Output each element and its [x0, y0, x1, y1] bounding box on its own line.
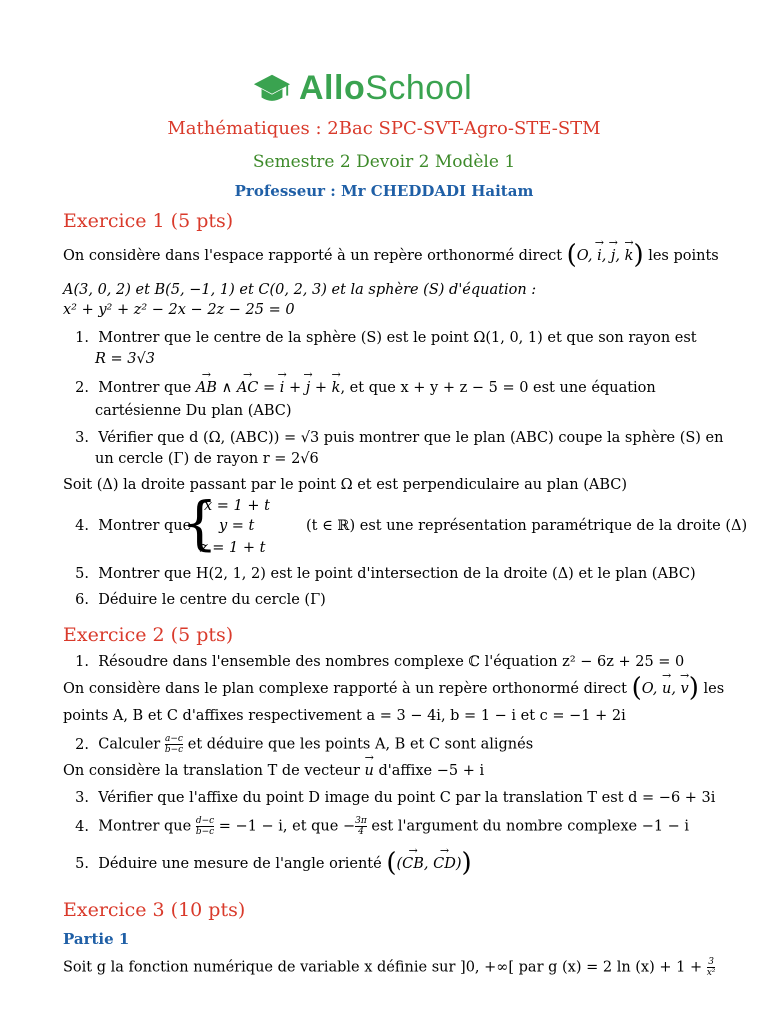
ex1-line-definition: Soit (Δ) la droite passant par le point Ω et est perpendiculaire au plan (ABC): [63, 477, 627, 493]
graduation-cap-icon: [253, 70, 291, 106]
teacher-name: Professeur : Mr CHEDDADI Haitam: [234, 182, 534, 200]
ex1-question-2-cont: cartésienne Du plan (ABC): [95, 403, 292, 419]
exercise-1-title: Exercice 1 (5 pts): [63, 210, 234, 232]
system-line-1: x = 1 + t: [204, 498, 270, 514]
subject-title: Mathématiques : 2Bac SPC-SVT-Agro-STE-STM: [167, 118, 601, 139]
ex1-question-1-radius: R = 3√3: [95, 351, 155, 367]
ex2-question-3: 3. Vérifier que l'affixe du point D image du point C par la translation T est d = −6 + 3i: [75, 790, 716, 806]
system-brace: {: [181, 489, 218, 557]
exercise-2-title: Exercice 2 (5 pts): [63, 624, 234, 646]
system-line-2: y = t: [219, 518, 255, 534]
ex2-translation: On considère la translation T de vecteur → u d'affixe −5 + i: [63, 763, 484, 779]
system-line-3: z = 1 + t: [200, 540, 266, 556]
ex2-question-2: 2. Calculer $\frac{a-c}{b-c}$ et déduire que les points A, B et C sont alignés: [75, 734, 534, 755]
ex1-question-5: 5. Montrer que H(2, 1, 2) est le point d'intersection de la droite (Δ) et le plan (ABC): [75, 566, 696, 582]
ex1-question-1: 1. Montrer que le centre de la sphère (S) est le point Ω(1, 0, 1) et que son rayon est: [75, 330, 697, 346]
ex2-question-5: 5. Déduire une mesure de l'angle orienté ((→ CB, → CD)): [63, 856, 472, 872]
ex1-question-6: 6. Déduire le centre du cercle (Γ): [75, 592, 326, 608]
ex2-intro: On considère dans le plan complexe rapporté à un repère orthonormé direct (O, → u, → v) les: [63, 681, 724, 697]
ex1-equation: x² + y² + z² − 2x − 2z − 25 = 0: [63, 302, 295, 318]
ex3-function-definition: Soit g la fonction numérique de variable x définie sur ]0, +∞[ par g (x) = 2 ln (x) + 1 + $\frac{3}{\text{x²}}$: [63, 957, 716, 978]
ex1-question-4: 4. Montrer que: [75, 518, 192, 534]
exercise-3-title: Exercice 3 (10 pts): [63, 899, 246, 921]
semester-title: Semestre 2 Devoir 2 Modèle 1: [252, 152, 516, 172]
ex1-intro: On considère dans l'espace rapporté à un repère orthonormé direct (O, → i, → j, → k) les points: [63, 248, 719, 264]
ex1-question-3-cont: un cercle (Γ) de rayon r = 2√6: [95, 451, 319, 467]
ex1-points: A(3, 0, 2) et B(5, −1, 1) et C(0, 2, 3) et la sphère (S) d'équation :: [63, 282, 537, 298]
brand-name: AlloSchool: [299, 68, 473, 107]
ex2-question-4: 4. Montrer que $\frac{d-c}{b-c}$ = −1 − i, et que − $\frac{3\pi}{4}$ est l'argument du nombre complexe −1 − i: [75, 816, 690, 837]
alloschool-logo: [253, 66, 472, 110]
ex2-affixes: points A, B et C d'affixes respectivement a = 3 − 4i, b = 1 − i et c = −1 + 2i: [63, 708, 626, 724]
ex1-question-2: 2. Montrer que → AB ∧ → AC = → i + → j + → k, et que x + y + z − 5 = 0 est une équation: [63, 380, 656, 396]
part-1-title: Partie 1: [63, 930, 130, 948]
ex2-question-1: 1. Résoudre dans l'ensemble des nombres complexe ℂ l'équation z² − 6z + 25 = 0: [75, 654, 685, 670]
ex1-question-3: 3. Vérifier que d (Ω, (ABC)) = √3 puis montrer que le plan (ABC) coupe la sphère (S) en: [75, 430, 724, 446]
ex1-question-4-cont: (t ∈ ℝ) est une représentation paramétrique de la droite (Δ): [306, 518, 748, 534]
